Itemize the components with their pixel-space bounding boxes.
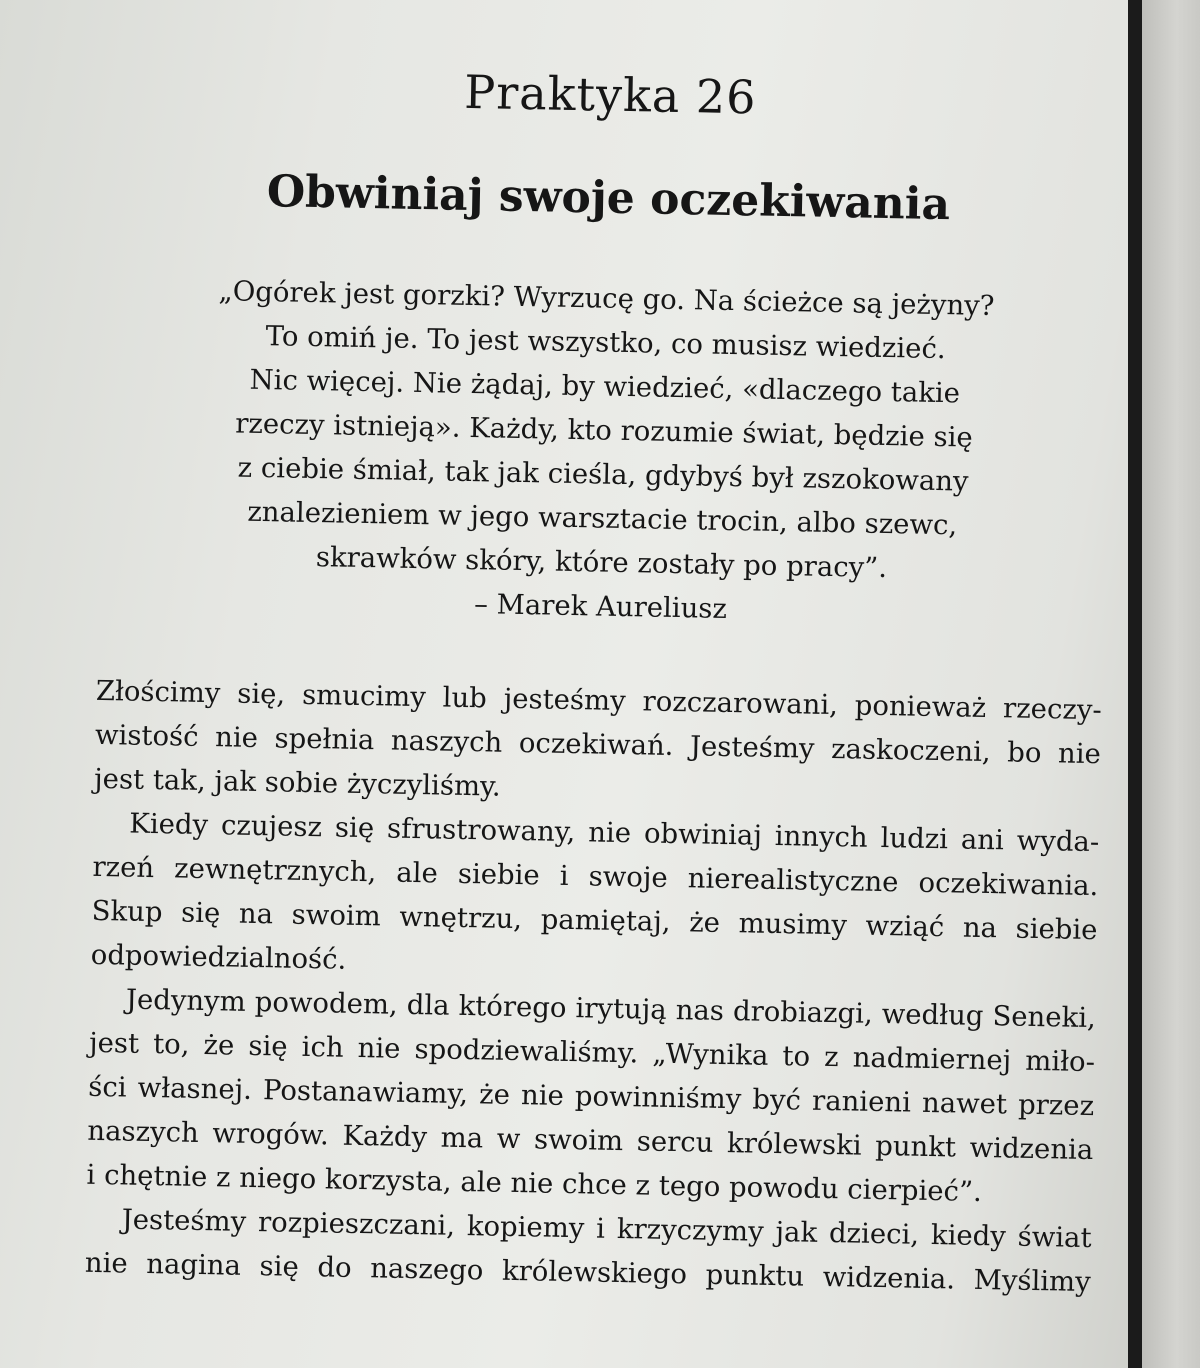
epigraph-line: skrawków skóry, które zostały po pracy”. xyxy=(315,541,888,585)
chapter-title: Obwiniaj swoje oczekiwania xyxy=(266,165,951,230)
text-line: rzeń zewnętrznych, ale siebie i swoje nierealistyczne oczekiwania. xyxy=(92,850,1099,903)
text-line: Jedynym powodem, dla którego irytują nas drobiazgi, według Seneki, xyxy=(125,983,1097,1035)
paragraph-2 xyxy=(90,801,1099,996)
text-line: Złościmy się, smucimy lub jesteśmy rozczarowani, ponieważ rzeczy- xyxy=(95,674,1103,727)
epigraph-line: z ciebie śmiał, tak jak cieśla, gdybyś był zszokowany xyxy=(237,451,969,498)
text-line: odpowiedzialność. xyxy=(90,938,347,976)
epigraph-line: To omiń je. To jest wszystko, co musisz wiedzieć. xyxy=(265,320,946,366)
text-line: wistość nie spełnia naszych oczekiwań. Jesteśmy zaskoczeni, bo nie xyxy=(94,718,1102,771)
epigraph-attribution: – Marek Aureliusz xyxy=(473,588,728,625)
epigraph-line: „Ogórek jest gorzki? Wyrzucę go. Na ścieżce są jeżyny? xyxy=(218,275,995,323)
adjacent-page xyxy=(1142,0,1200,1368)
text-line: Kiedy czujesz się sfrustrowany, nie obwiniaj innych ludzi ani wyda- xyxy=(129,807,1100,859)
text-line: Jesteśmy rozpieszczani, kopiemy i krzyczymy jak dzieci, kiedy świat xyxy=(121,1203,1092,1255)
text-line: jest to, że się ich nie spodziewaliśmy. „Wynika to z nadmiernej miło- xyxy=(88,1026,1096,1079)
book-spine-edge xyxy=(1128,0,1142,1368)
text-line: Skup się na swoim wnętrzu, pamiętaj, że musimy wziąć na siebie xyxy=(91,894,1098,947)
epigraph-line: Nic więcej. Nie żądaj, by wiedzieć, «dlaczego takie xyxy=(249,363,961,410)
text-line: naszych wrogów. Każdy ma w swoim sercu królewski punkt widzenia xyxy=(87,1114,1094,1167)
text-line: ści własnej. Postanawiamy, że nie powinniśmy być ranieni nawet przez xyxy=(87,1070,1095,1123)
paragraph-4 xyxy=(84,1197,1092,1304)
text-line: i chętnie z niego korzysta, ale nie chce z tego powodu cierpieć”. xyxy=(86,1158,983,1208)
epigraph-quote xyxy=(210,269,997,636)
body-text xyxy=(84,669,1102,1304)
epigraph-line: znalezieniem w jego warsztacie trocin, albo szewc, xyxy=(247,495,958,542)
page-content xyxy=(84,60,1113,1304)
epigraph-line: rzeczy istnieją». Każdy, kto rozumie świat, będzie się xyxy=(234,407,974,454)
paragraph-3 xyxy=(86,977,1096,1216)
text-line: jest tak, jak sobie życzyliśmy. xyxy=(93,762,502,803)
paragraph-1 xyxy=(94,669,1102,820)
text-line: nie nagina się do naszego królewskiego punktu widzenia. Myślimy xyxy=(84,1246,1092,1299)
chapter-number: Praktyka 26 xyxy=(463,64,757,125)
